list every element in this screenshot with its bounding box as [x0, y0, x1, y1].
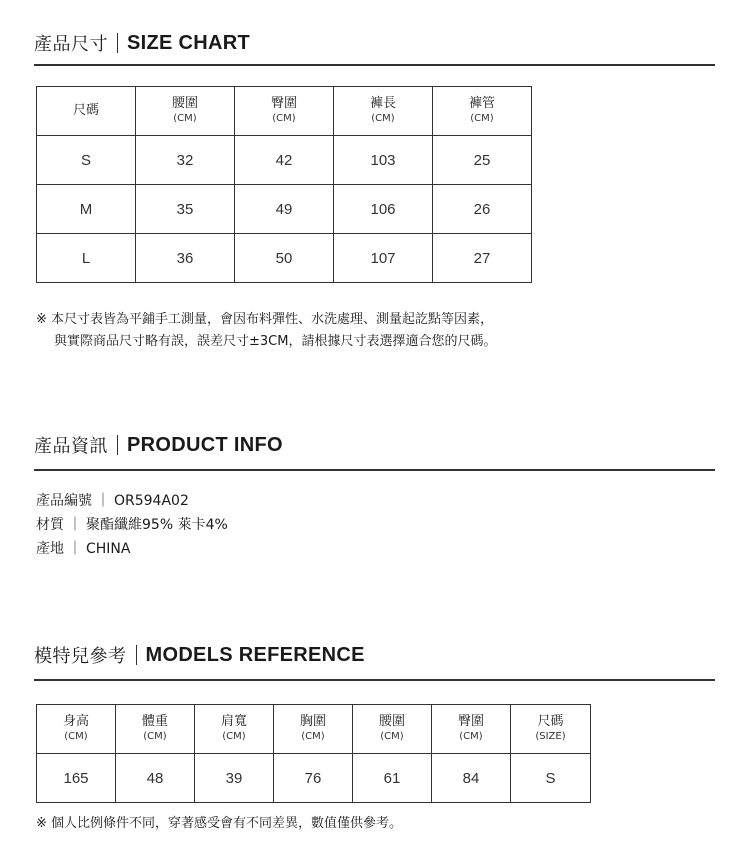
- info-label: 產品編號: [36, 493, 92, 509]
- section-rule: [34, 64, 715, 66]
- models-reference-table: [36, 704, 591, 803]
- product-info-item: [36, 513, 228, 537]
- table-header-row: [37, 705, 591, 754]
- table-cell: 25: [433, 136, 532, 185]
- table-cell: 26: [433, 185, 532, 234]
- table-cell: 48: [116, 754, 195, 803]
- header-cell: 褲長 (CM): [334, 87, 433, 136]
- table-cell: 32: [136, 136, 235, 185]
- header-cell: 胸圍 (CM): [274, 705, 353, 754]
- info-separator: ｜: [68, 517, 82, 533]
- size-chart-section: [34, 30, 715, 56]
- info-label: 產地: [36, 541, 64, 557]
- header-cell: 腰圍 (CM): [136, 87, 235, 136]
- table-cell: 49: [235, 185, 334, 234]
- title-divider: [117, 33, 118, 53]
- table-cell: 39: [195, 754, 274, 803]
- table-cell: M: [37, 185, 136, 234]
- info-value: CHINA: [86, 541, 131, 557]
- product-info-title-zh: 產品資訊: [34, 436, 108, 457]
- product-info-section: [34, 432, 715, 458]
- info-separator: ｜: [68, 541, 82, 557]
- table-row: [37, 185, 532, 234]
- info-value: 聚酯纖維95% 萊卡4%: [86, 517, 228, 533]
- size-chart-note-line1: ※ 本尺寸表皆為平鋪手工測量，會因布料彈性、水洗處理、測量起訖點等因素，: [36, 312, 494, 327]
- size-chart-note-line2: 與實際商品尺寸略有誤，誤差尺寸±3CM，請根據尺寸表選擇適合您的尺碼。: [54, 334, 497, 349]
- header-cell: 尺碼 (SIZE): [511, 705, 591, 754]
- header-cell: 尺碼: [37, 87, 136, 136]
- table-cell: 42: [235, 136, 334, 185]
- table-cell: 27: [433, 234, 532, 283]
- models-reference-heading: [34, 642, 715, 668]
- info-label: 材質: [36, 517, 64, 533]
- table-cell: L: [37, 234, 136, 283]
- product-info-item: [36, 489, 228, 513]
- product-info-list: [36, 489, 228, 561]
- info-separator: ｜: [96, 493, 110, 509]
- table-cell: 106: [334, 185, 433, 234]
- size-chart-heading: [34, 30, 715, 56]
- table-cell: 103: [334, 136, 433, 185]
- header-cell: 臀圍 (CM): [432, 705, 511, 754]
- size-chart-title-en: SIZE CHART: [127, 31, 250, 54]
- title-divider: [136, 645, 137, 665]
- header-cell: 肩寬 (CM): [195, 705, 274, 754]
- models-reference-title-en: MODELS REFERENCE: [145, 643, 365, 666]
- table-cell: 61: [353, 754, 432, 803]
- table-cell: 107: [334, 234, 433, 283]
- product-info-item: [36, 537, 228, 561]
- header-cell: 身高 (CM): [37, 705, 116, 754]
- product-info-heading: [34, 432, 715, 458]
- section-rule: [34, 469, 715, 471]
- section-rule: [34, 679, 715, 681]
- table-cell: 165: [37, 754, 116, 803]
- table-cell: S: [511, 754, 591, 803]
- product-info-title-en: PRODUCT INFO: [127, 433, 283, 456]
- table-header-row: [37, 87, 532, 136]
- models-reference-section: [34, 642, 715, 668]
- header-cell: 腰圍 (CM): [353, 705, 432, 754]
- models-reference-note-text: ※ 個人比例條件不同，穿著感受會有不同差異，數值僅供參考。: [36, 816, 403, 831]
- table-cell: 84: [432, 754, 511, 803]
- size-chart-title-zh: 產品尺寸: [34, 34, 108, 55]
- info-value: OR594A02: [114, 493, 189, 509]
- table-cell: S: [37, 136, 136, 185]
- title-divider: [117, 435, 118, 455]
- header-cell: 臀圍 (CM): [235, 87, 334, 136]
- header-cell: 褲管 (CM): [433, 87, 532, 136]
- table-cell: 76: [274, 754, 353, 803]
- table-row: [37, 136, 532, 185]
- table-row: [37, 754, 591, 803]
- header-cell: 體重 (CM): [116, 705, 195, 754]
- size-chart-note: [36, 309, 496, 353]
- table-cell: 50: [235, 234, 334, 283]
- table-row: [37, 234, 532, 283]
- table-cell: 36: [136, 234, 235, 283]
- models-reference-note: [36, 813, 402, 835]
- models-reference-title-zh: 模特兒參考: [34, 646, 127, 667]
- size-chart-table: [36, 86, 532, 283]
- table-cell: 35: [136, 185, 235, 234]
